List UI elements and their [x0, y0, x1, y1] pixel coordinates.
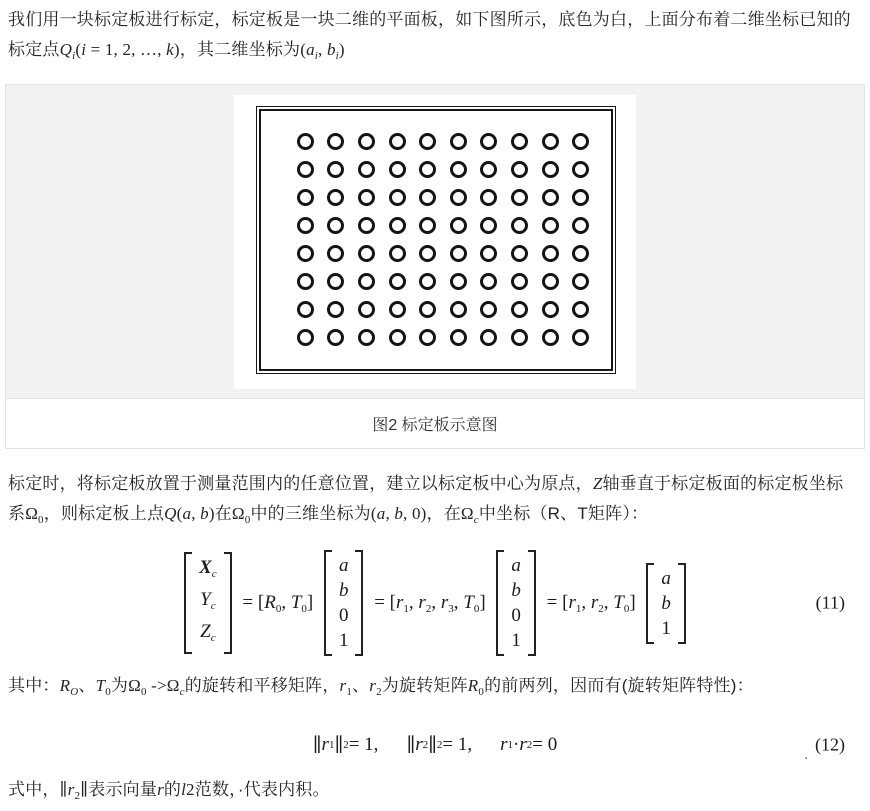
math-run: ∥	[312, 734, 322, 756]
equation-12	[0, 723, 870, 767]
column-matrix	[646, 563, 686, 644]
board-circle	[327, 189, 344, 206]
paragraph-matrix-note	[8, 671, 860, 707]
matrix-entries	[192, 552, 224, 654]
math-run: Y	[200, 589, 211, 610]
math-run: 2	[376, 686, 382, 698]
figure-caption	[6, 398, 864, 448]
math-run: = [	[237, 591, 265, 613]
math-run: )	[173, 40, 180, 59]
matrix-entry	[339, 628, 349, 653]
math-run: a	[338, 555, 349, 576]
math-run: = 1,	[442, 734, 473, 755]
math-run: i	[335, 50, 339, 62]
math-run: = 1,	[348, 734, 379, 755]
math-run: 2	[425, 602, 432, 615]
figure-image-area	[6, 85, 864, 398]
board-circle	[419, 161, 436, 178]
text-run: ，在	[426, 504, 461, 523]
math-run: ·	[513, 734, 520, 755]
matrix-entries	[654, 563, 678, 644]
matrix-entry	[199, 587, 217, 619]
math-run: c	[179, 686, 185, 698]
board-circle	[358, 329, 375, 346]
board-circle	[450, 301, 467, 318]
board-circle	[389, 273, 406, 290]
text-run: 我们用一块标定板进行标定，标定板是一块二维的平面板，如下图所示，底色为白，上面分布着二维坐标已知的标定点	[8, 10, 851, 59]
text-run: 表示向量	[88, 780, 158, 799]
board-circle	[511, 217, 528, 234]
calibration-board-image	[234, 95, 636, 389]
equation-segment	[542, 592, 641, 615]
matrix-entry	[511, 603, 521, 628]
math-run: 0	[275, 602, 282, 615]
math-run: 1	[338, 630, 349, 651]
board-circle	[327, 133, 344, 150]
text-run: 、	[78, 676, 96, 695]
board-circle	[358, 133, 375, 150]
math-run: Ω	[128, 676, 141, 695]
math-run: 1	[507, 739, 514, 751]
board-circle	[572, 189, 589, 206]
board-circle	[542, 301, 559, 318]
board-circle	[389, 329, 406, 346]
board-circle	[297, 273, 314, 290]
math-run: k	[166, 40, 174, 59]
math-run: i	[314, 50, 319, 62]
board-circle	[389, 301, 406, 318]
math-run: ]	[629, 591, 641, 613]
matrix-entry	[199, 619, 217, 651]
board-circle	[542, 273, 559, 290]
board-circle	[358, 217, 375, 234]
math-run: l	[181, 780, 187, 799]
matrix-entry	[661, 566, 671, 591]
math-run: , 0)	[403, 504, 427, 523]
board-circle	[542, 245, 559, 262]
math-run: ,	[453, 591, 464, 613]
board-circle	[511, 273, 528, 290]
math-run: b	[326, 40, 336, 59]
math-run: R	[59, 676, 71, 695]
math-run: 1	[661, 617, 671, 639]
board-circle	[542, 329, 559, 346]
math-run: b	[511, 580, 521, 601]
equation-12-number: (12)	[815, 734, 845, 755]
text-run: 为	[110, 676, 129, 695]
board-circle	[297, 245, 314, 262]
equation-segment	[238, 592, 318, 615]
matrix-entry	[339, 553, 349, 578]
equation-11	[0, 547, 870, 659]
board-circle	[297, 189, 314, 206]
math-run: = [	[541, 591, 569, 613]
math-run: 0	[105, 686, 111, 698]
math-run: c	[473, 514, 479, 526]
math-run: a	[376, 504, 386, 523]
paragraph-intro	[8, 0, 860, 71]
text-run: 在	[214, 504, 232, 523]
text-run: 范数，·代表内积。	[194, 780, 330, 799]
text-run: 的前两列，因而有(旋转矩阵特性)：	[484, 676, 754, 695]
math-run: 0	[244, 514, 251, 526]
text-run: ，则标定板上点	[43, 504, 165, 523]
math-run: 0	[623, 602, 630, 615]
text-run: ，其二维坐标为	[179, 40, 301, 59]
math-run: T	[613, 591, 624, 613]
equation-11-number: (11)	[815, 592, 845, 613]
board-circle	[542, 189, 559, 206]
column-matrix	[184, 552, 232, 654]
math-run: 0	[301, 602, 307, 615]
board-circle	[480, 301, 497, 318]
math-run: 2	[74, 790, 81, 802]
board-circle	[358, 273, 375, 290]
board-circle	[450, 329, 467, 346]
board-circle	[480, 329, 497, 346]
column-matrix	[496, 550, 536, 656]
math-run: = 1, 2, …,	[86, 40, 167, 59]
figure-block	[5, 84, 865, 449]
math-run: 2	[526, 739, 533, 751]
matrix-entries	[504, 550, 528, 656]
math-run: r	[339, 676, 347, 695]
math-run: c	[210, 600, 216, 612]
math-run: = 0	[532, 734, 558, 755]
board-circles-grid	[290, 128, 596, 352]
math-run: r	[440, 591, 449, 613]
board-circle	[542, 133, 559, 150]
math-run: X	[199, 557, 212, 578]
math-run: 0	[473, 602, 480, 615]
math-run: a	[182, 504, 192, 523]
text-run: 中坐标（R、T矩阵）：	[478, 504, 649, 523]
math-run: ∥	[428, 734, 437, 756]
math-run: Z	[200, 621, 211, 642]
board-circle	[389, 133, 406, 150]
math-run: 1	[511, 630, 521, 651]
board-circle	[327, 273, 344, 290]
equation-12-body	[313, 734, 557, 757]
board-circle	[389, 217, 406, 234]
equation-11-body	[181, 550, 689, 656]
math-run: ,	[318, 40, 327, 59]
text-run: 为旋转矩阵	[381, 676, 468, 695]
board-circle	[450, 189, 467, 206]
math-run: 0	[478, 686, 485, 698]
math-run: a	[306, 40, 315, 59]
math-run: )	[338, 40, 345, 59]
matrix-bracket-left	[324, 550, 332, 656]
board-circle	[389, 245, 406, 262]
math-run: (	[75, 40, 82, 59]
math-run: ]	[306, 591, 318, 613]
matrix-entry	[339, 578, 349, 603]
math-run: ,	[603, 591, 614, 613]
board-circle	[480, 189, 497, 206]
matrix-entry	[661, 616, 671, 641]
board-circle	[450, 273, 467, 290]
board-circle	[572, 273, 589, 290]
math-run: r	[415, 734, 423, 755]
math-run: ,	[581, 591, 591, 613]
equation-segment	[369, 592, 490, 615]
math-run: a	[511, 555, 521, 576]
board-circle	[511, 245, 528, 262]
math-run: r	[369, 676, 377, 695]
board-circle	[480, 161, 497, 178]
equation-12-dot: .	[804, 747, 808, 763]
matrix-bracket-left	[646, 563, 654, 644]
math-run: O	[70, 686, 79, 698]
matrix-entry	[511, 553, 521, 578]
math-run: ,	[281, 591, 291, 613]
board-circle	[297, 133, 314, 150]
text-run: 、	[352, 676, 370, 695]
math-run: = [	[369, 591, 397, 613]
matrix-bracket-right	[224, 552, 232, 654]
text-run: 式中，	[8, 780, 60, 799]
board-circle	[389, 189, 406, 206]
math-run: r	[590, 591, 599, 613]
board-circle	[327, 301, 344, 318]
math-run: i	[72, 50, 76, 62]
text-run: 标定时，将标定板放置于测量范围内的任意位置，建立以标定板中心为原点，	[8, 474, 593, 493]
matrix-bracket-right	[528, 550, 536, 656]
matrix-entries	[332, 550, 356, 656]
board-circle	[419, 273, 436, 290]
math-run: 3	[448, 602, 454, 615]
math-run: 0	[338, 605, 349, 626]
math-run: Ω	[231, 504, 245, 523]
matrix-entry	[339, 603, 349, 628]
board-circle	[419, 245, 436, 262]
math-run: Ω	[166, 676, 180, 695]
math-run: ->	[146, 676, 167, 695]
math-run: c	[211, 568, 217, 580]
math-run: Ω	[25, 504, 39, 523]
math-run: )	[208, 504, 215, 523]
board-circle	[419, 133, 436, 150]
math-run: Z	[592, 474, 603, 493]
board-circle	[358, 189, 375, 206]
math-run: (	[300, 40, 307, 59]
math-run: 0	[38, 514, 44, 526]
math-run: Q	[164, 504, 177, 523]
math-run: ∥	[406, 734, 416, 756]
math-run: 2	[436, 739, 443, 751]
board-circle	[542, 161, 559, 178]
math-run: R	[467, 676, 479, 695]
text-run: 中的三维坐标为	[250, 504, 371, 523]
matrix-entry	[661, 591, 671, 616]
board-circle	[511, 161, 528, 178]
board-circle	[450, 161, 467, 178]
board-circle	[419, 329, 436, 346]
board-circle	[297, 217, 314, 234]
board-circle	[572, 301, 589, 318]
math-run: ∥	[334, 734, 344, 756]
matrix-bracket-left	[184, 552, 192, 654]
math-run: 0	[140, 686, 147, 698]
math-run: 2	[186, 780, 195, 799]
math-run: (	[176, 504, 183, 523]
math-run: a	[661, 567, 671, 589]
board-circle	[327, 161, 344, 178]
math-run: T	[463, 591, 474, 613]
math-run: b	[338, 580, 349, 601]
board-circle	[297, 161, 314, 178]
math-run: r	[157, 780, 164, 799]
board-circle	[511, 329, 528, 346]
math-run: ,	[191, 504, 201, 523]
text-run: 轴垂直于标定板面的标定板坐标系	[8, 474, 844, 523]
text-run: 其中：	[8, 676, 60, 695]
board-circle	[327, 329, 344, 346]
board-circle	[572, 245, 589, 262]
math-run: 2	[343, 739, 349, 751]
board-circle	[450, 245, 467, 262]
matrix-entry	[511, 578, 521, 603]
board-circle	[480, 133, 497, 150]
math-run: 1	[346, 686, 353, 698]
board-circle	[480, 273, 497, 290]
board-circle	[450, 133, 467, 150]
board-circle	[327, 217, 344, 234]
matrix-bracket-right	[355, 550, 363, 656]
math-run: r	[321, 734, 329, 755]
math-run: ,	[408, 591, 419, 613]
math-run: ,	[385, 504, 395, 523]
math-run: b	[661, 592, 671, 614]
board-circle	[419, 189, 436, 206]
paragraph-norm-note	[8, 775, 860, 811]
math-run: 1	[403, 602, 409, 615]
math-run: i	[81, 40, 87, 59]
board-circle	[327, 245, 344, 262]
board-circle	[572, 161, 589, 178]
math-run: r	[500, 734, 508, 755]
board-circle	[297, 301, 314, 318]
text-run: 的旋转和平移矩阵，	[184, 676, 340, 695]
board-circle	[358, 161, 375, 178]
math-run: ]	[479, 591, 491, 613]
board-circle	[511, 133, 528, 150]
board-circle	[572, 217, 589, 234]
paragraph-setup	[8, 469, 860, 535]
math-run: 0	[511, 605, 521, 626]
matrix-bracket-right	[678, 563, 686, 644]
board-circle	[480, 217, 497, 234]
math-run: R	[264, 591, 276, 613]
board-circle	[358, 245, 375, 262]
math-run: Q	[59, 40, 73, 59]
matrix-bracket-left	[496, 550, 504, 656]
math-run: b	[200, 504, 209, 523]
math-run: ,	[431, 591, 441, 613]
board-circle	[450, 217, 467, 234]
board-circle	[358, 301, 375, 318]
board-circle	[297, 329, 314, 346]
math-run: r	[418, 591, 426, 613]
math-run: 2	[422, 739, 429, 751]
board-circle	[419, 301, 436, 318]
board-circle	[542, 217, 559, 234]
figure-caption-text: 图2 标定板示意图	[372, 417, 498, 434]
math-run: r	[67, 780, 75, 799]
board-circle	[389, 161, 406, 178]
math-run: c	[210, 632, 216, 644]
column-matrix	[324, 550, 364, 656]
math-run: 1	[328, 739, 335, 751]
board-circle	[511, 189, 528, 206]
math-run: T	[95, 676, 106, 695]
board-circle	[572, 329, 589, 346]
math-run: 1	[575, 602, 582, 615]
math-run: Ω	[460, 504, 474, 523]
math-run: r	[519, 734, 527, 755]
math-run: 2	[598, 602, 604, 615]
text-run: 的	[163, 780, 182, 799]
math-run: T	[290, 591, 302, 613]
matrix-entry	[511, 628, 521, 653]
board-circle	[572, 133, 589, 150]
math-run: b	[394, 504, 404, 523]
math-run: ∥	[59, 780, 68, 799]
board-circle	[419, 217, 436, 234]
board-circle	[511, 301, 528, 318]
board-circle	[480, 245, 497, 262]
math-run: r	[568, 591, 576, 613]
matrix-entry	[199, 555, 217, 587]
math-run: (	[370, 504, 377, 523]
math-run: r	[396, 591, 404, 613]
math-run: ∥	[80, 780, 89, 799]
